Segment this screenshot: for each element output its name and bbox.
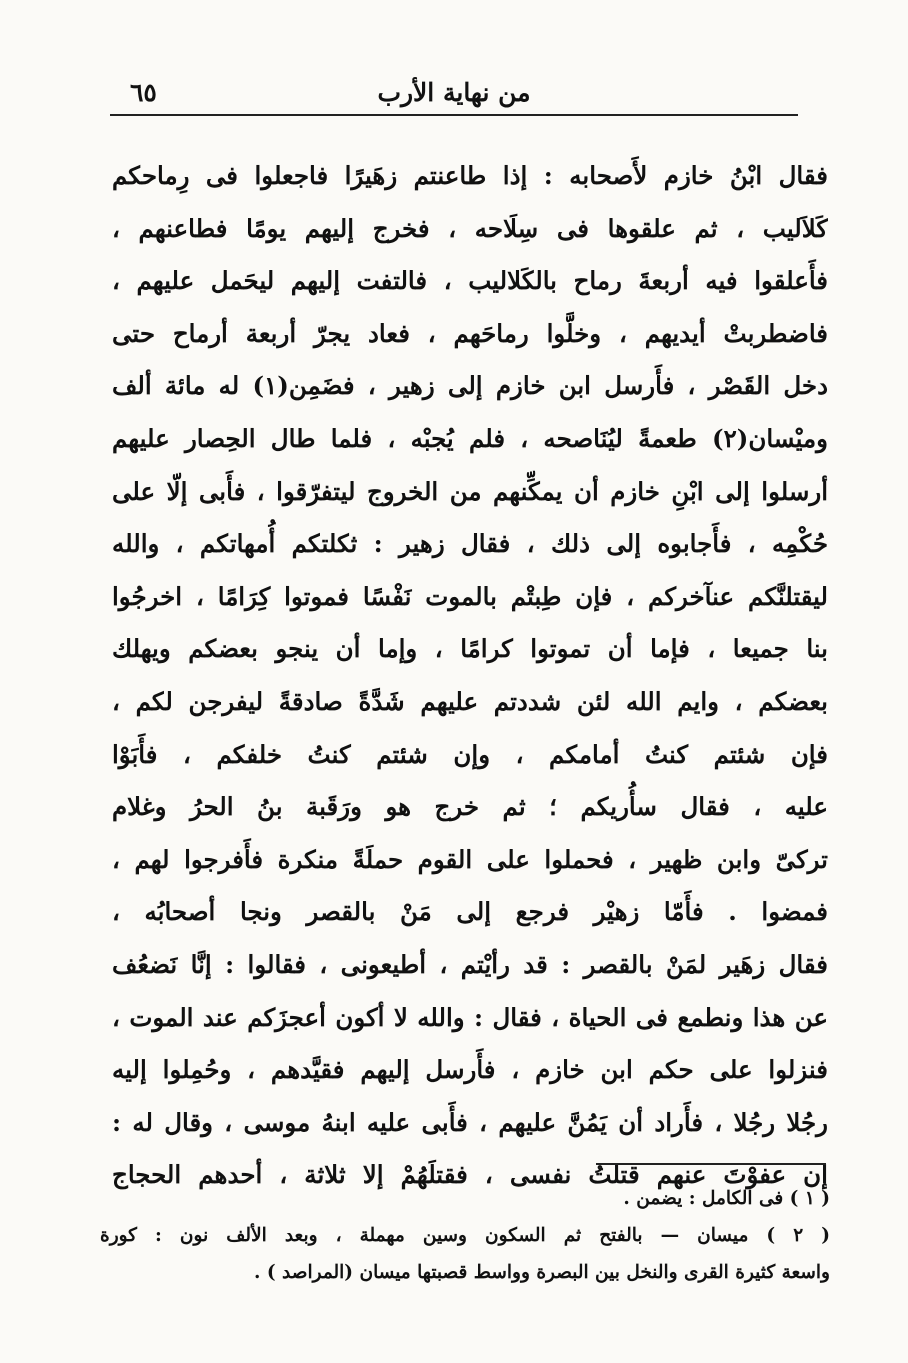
page-number: ٦٥ [130,78,157,107]
text-line: بنا جميعا ، فإما أن تموتوا كرامًا ، وإما أن ينجو بعضكم ويهلك [112,634,828,664]
body-text [112,150,828,1202]
text-line: تركىّ وابن ظهير ، فحملوا على القوم حملَةً منكرة فأَفرجوا لهم ، [112,844,828,874]
page-header [110,74,798,116]
text-line: وميْسان(٢) طعمةً ليُنَاصحه ، فلم يُجبْه ، فلما طال الحِصار عليهم [112,423,828,453]
footnote-2-continuation: واسعة كثيرة القرى والنخل بين البصرة وواسط قصبتها ميسان (المراصد ) . [253,1262,830,1283]
footnotes [100,1180,830,1291]
text-line: فقال زهَير لمَنْ بالقصر : قد رأيْتم ، أطيعونى ، فقالوا : إنَّا نَضعُف [112,949,828,979]
footnote-1: ( ١ ) فى الكامل : يضمن . [623,1188,830,1209]
text-line: فأَعلقوا فيه أربعةَ رماح بالكَلاليب ، فالتفت إليهم ليحَمل عليهم ، [112,266,828,296]
text-line: رجُلا رجُلا ، فأَراد أن يَمُنَّ عليهم ، فأَبى عليه ابنهُ موسى ، وقال له : [112,1107,828,1137]
text-line: أرسلوا إلى ابْنِ خازم أن يمكِّنهم من الخروج ليتفرّقوا ، فأَبى إلّا على [112,476,828,506]
text-line: كَلاَليب ، ثم علقوها فى سِلَاحه ، فخرج إليهم يومًا فطاعنهم ، [112,213,828,243]
text-line: إن عفوْتَ عنهم قتلتُ نفسى ، فقتلَهُمْ إلا ثلاثة ، أحدهم الحجاج [112,1160,828,1190]
text-line: فقال ابْنُ خازم لأَصحابه : إذا طاعنتم زهَيرًا فاجعلوا فى رِماحكم [112,161,828,190]
text-line: عن هذا ونطمع فى الحياة ، فقال : والله لا أكون أعجزَكم عند الموت ، [112,1002,828,1032]
text-line: فاضطربتْ أيديهم ، وخلَّوا رماحَهم ، فعاد يجرّ أربعة أرماح حتى [112,318,828,348]
text-line: دخل القَصْر ، فأَرسل ابن خازم إلى زهير ، فضَمِن(١) له مائة ألف [112,371,828,401]
text-line: بعضكم ، وايم الله لئن شددتم عليهم شَدَّةً صادقةً ليفرجن لكم ، [112,686,828,716]
footnote-separator [596,1163,826,1165]
text-line: فإن شئتم كنتُ أمامكم ، وإن شئتم كنتُ خلفكم ، فأَبَوْا [112,739,828,769]
text-line: فمضوا . فأَمّا زهيْر فرجع إلى مَنْ بالقصر ونجا أصحابُه ، [112,897,828,927]
text-line: فنزلوا على حكم ابن خازم ، فأَرسل إليهم فقيَّدهم ، وحُمِلوا إليه [112,1055,828,1085]
text-line: حُكْمِه ، فأَجابوه إلى ذلك ، فقال زهير : ثكلتكم أُمهاتكم ، والله [112,529,828,559]
footnote-2: ( ٢ ) ميسان — بالفتح ثم السكون وسين مهملة ، وبعد الألف نون : كورة [100,1225,830,1246]
text-line: ليقتلنَّكم عنآخركم ، فإن طِبتْم بالموت نَفْسًا فموتوا كِرَامًا ، اخرجُوا [112,581,828,611]
text-line: عليه ، فقال سأُريكم ؛ ثم خرج هو ورَقَبة بنُ الحرُ وغلام [112,792,828,822]
running-title: من نهاية الأرب [377,78,531,107]
